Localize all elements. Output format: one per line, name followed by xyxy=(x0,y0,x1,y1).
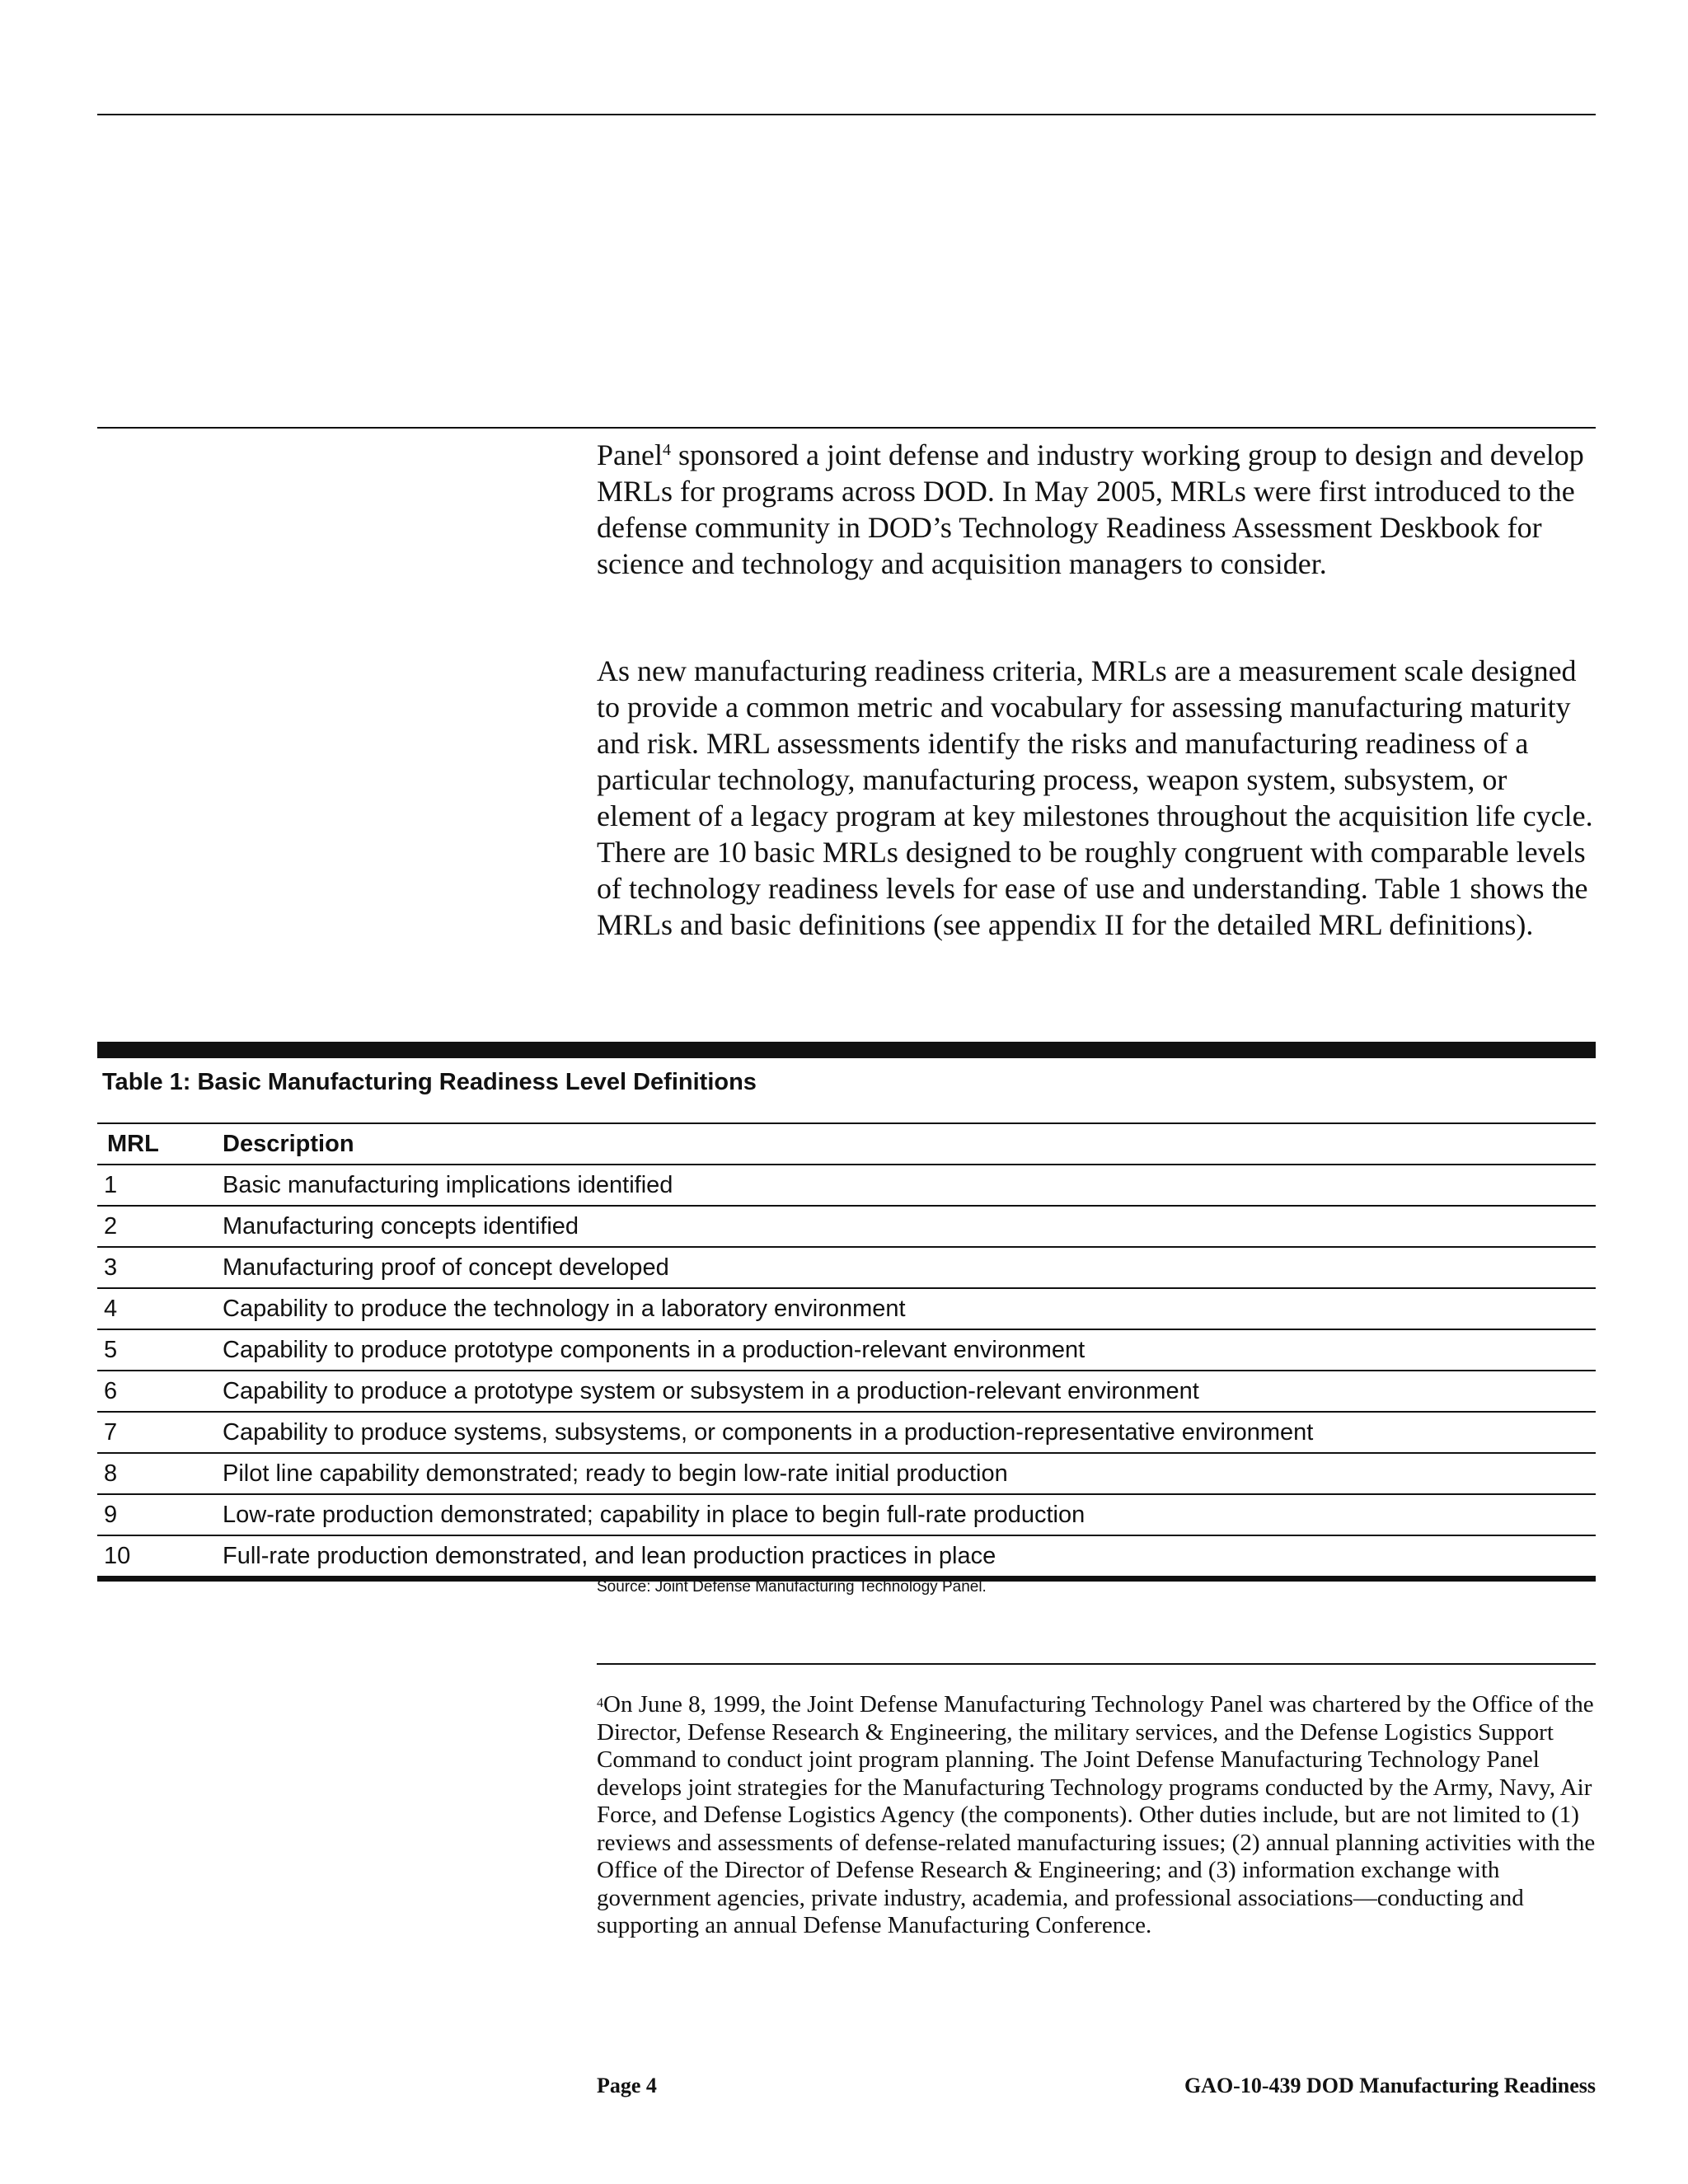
table-row xyxy=(97,1453,1596,1494)
footnote-text: On June 8, 1999, the Joint Defense Manufacturing Technology Panel was chartered by the Office of the Director, Defense Research & Engineering, the military services, and the Defense Logistics Support Command to conduct joint program planning. The Joint Defense Manufacturing Technology Panel develops joint strategies for the Manufacturing Technology programs conducted by the Army, Navy, Air Force, and Defense Logistics Agency (the components). Other duties include, but are not limited to (1) reviews and assessments of defense-related manufacturing issues; (2) annual planning activities with the Office of the Director of Defense Research & Engineering; and (3) information exchange with government agencies, private industry, academia, and professional associations—conducting and supporting an annual Defense Manufacturing Conference. xyxy=(597,1691,1596,1938)
footnote-marker: 4 xyxy=(597,1696,603,1710)
report-id: GAO-10-439 DOD Manufacturing Readiness xyxy=(1184,2074,1596,2097)
mrl-table xyxy=(97,1122,1596,1582)
table-row xyxy=(97,1247,1596,1288)
mrl-description: Manufacturing proof of concept developed xyxy=(213,1247,1596,1288)
table-header-row xyxy=(97,1123,1596,1165)
mrl-level: 2 xyxy=(97,1206,213,1247)
footnote-ref[interactable]: 4 xyxy=(662,441,671,459)
mrl-description: Pilot line capability demonstrated; ready to begin low-rate initial production xyxy=(213,1453,1596,1494)
mrl-description: Capability to produce the technology in a laboratory environment xyxy=(213,1288,1596,1329)
table-source: Source: Joint Defense Manufacturing Technology Panel. xyxy=(597,1578,987,1596)
footnote xyxy=(597,1691,1596,1940)
page-number: Page 4 xyxy=(597,2074,657,2097)
header-mrl: MRL xyxy=(97,1123,213,1165)
mrl-description: Basic manufacturing implications identified xyxy=(213,1165,1596,1206)
table-top-thick-rule xyxy=(97,1042,1596,1058)
table-row xyxy=(97,1329,1596,1371)
table-row xyxy=(97,1288,1596,1329)
table-row xyxy=(97,1412,1596,1453)
paragraph-2: As new manufacturing readiness criteria, MRLs are a measurement scale designed to provide a common metric and vocabulary for assessing manufacturing maturity and risk. MRL assessments identify the risks and manufacturing readiness of a particular technology, manufacturing process, weapon system, subsystem, or element of a legacy program at key milestones throughout the acquisition life cycle. There are 10 basic MRLs designed to be roughly congruent with comparable levels of technology readiness levels for ease of use and understanding. Table 1 shows the MRLs and basic definitions (see appendix II for the detailed MRL definitions). xyxy=(597,654,1593,941)
paragraph-1: Panel$^4$ sponsored a joint defense and industry working group to design and develop MRLs for programs across DOD. In May 2005, MRLs were first introduced to the defense community in DOD’s Technology Readiness Assessment Deskbook for science and technology and acquisition managers to consider. xyxy=(597,438,1584,580)
mrl-level: 1 xyxy=(97,1165,213,1206)
mrl-description: Capability to produce prototype components in a production-relevant environment xyxy=(213,1329,1596,1371)
mrl-level: 7 xyxy=(97,1412,213,1453)
table-row xyxy=(97,1165,1596,1206)
table-row xyxy=(97,1494,1596,1535)
mrl-level: 3 xyxy=(97,1247,213,1288)
table-row xyxy=(97,1371,1596,1412)
mrl-level: 5 xyxy=(97,1329,213,1371)
mrl-level: 4 xyxy=(97,1288,213,1329)
table-title: Table 1: Basic Manufacturing Readiness Level Definitions xyxy=(102,1069,757,1095)
mrl-level: 10 xyxy=(97,1535,213,1579)
top-rule xyxy=(97,114,1596,115)
header-description: Description xyxy=(213,1123,1596,1165)
mrl-level: 9 xyxy=(97,1494,213,1535)
body-text-2 xyxy=(597,653,1596,943)
mrl-description: Capability to produce systems, subsystems, or components in a production-representative environment xyxy=(213,1412,1596,1453)
mrl-description: Capability to produce a prototype system or subsystem in a production-relevant environment xyxy=(213,1371,1596,1412)
footnote-rule xyxy=(597,1663,1596,1665)
table-row xyxy=(97,1535,1596,1579)
mrl-description: Manufacturing concepts identified xyxy=(213,1206,1596,1247)
section-rule xyxy=(97,427,1596,429)
mrl-level: 8 xyxy=(97,1453,213,1494)
body-text xyxy=(597,437,1596,582)
mrl-description: Full-rate production demonstrated, and lean production practices in place xyxy=(213,1535,1596,1579)
table-row xyxy=(97,1206,1596,1247)
mrl-description: Low-rate production demonstrated; capability in place to begin full-rate production xyxy=(213,1494,1596,1535)
mrl-level: 6 xyxy=(97,1371,213,1412)
